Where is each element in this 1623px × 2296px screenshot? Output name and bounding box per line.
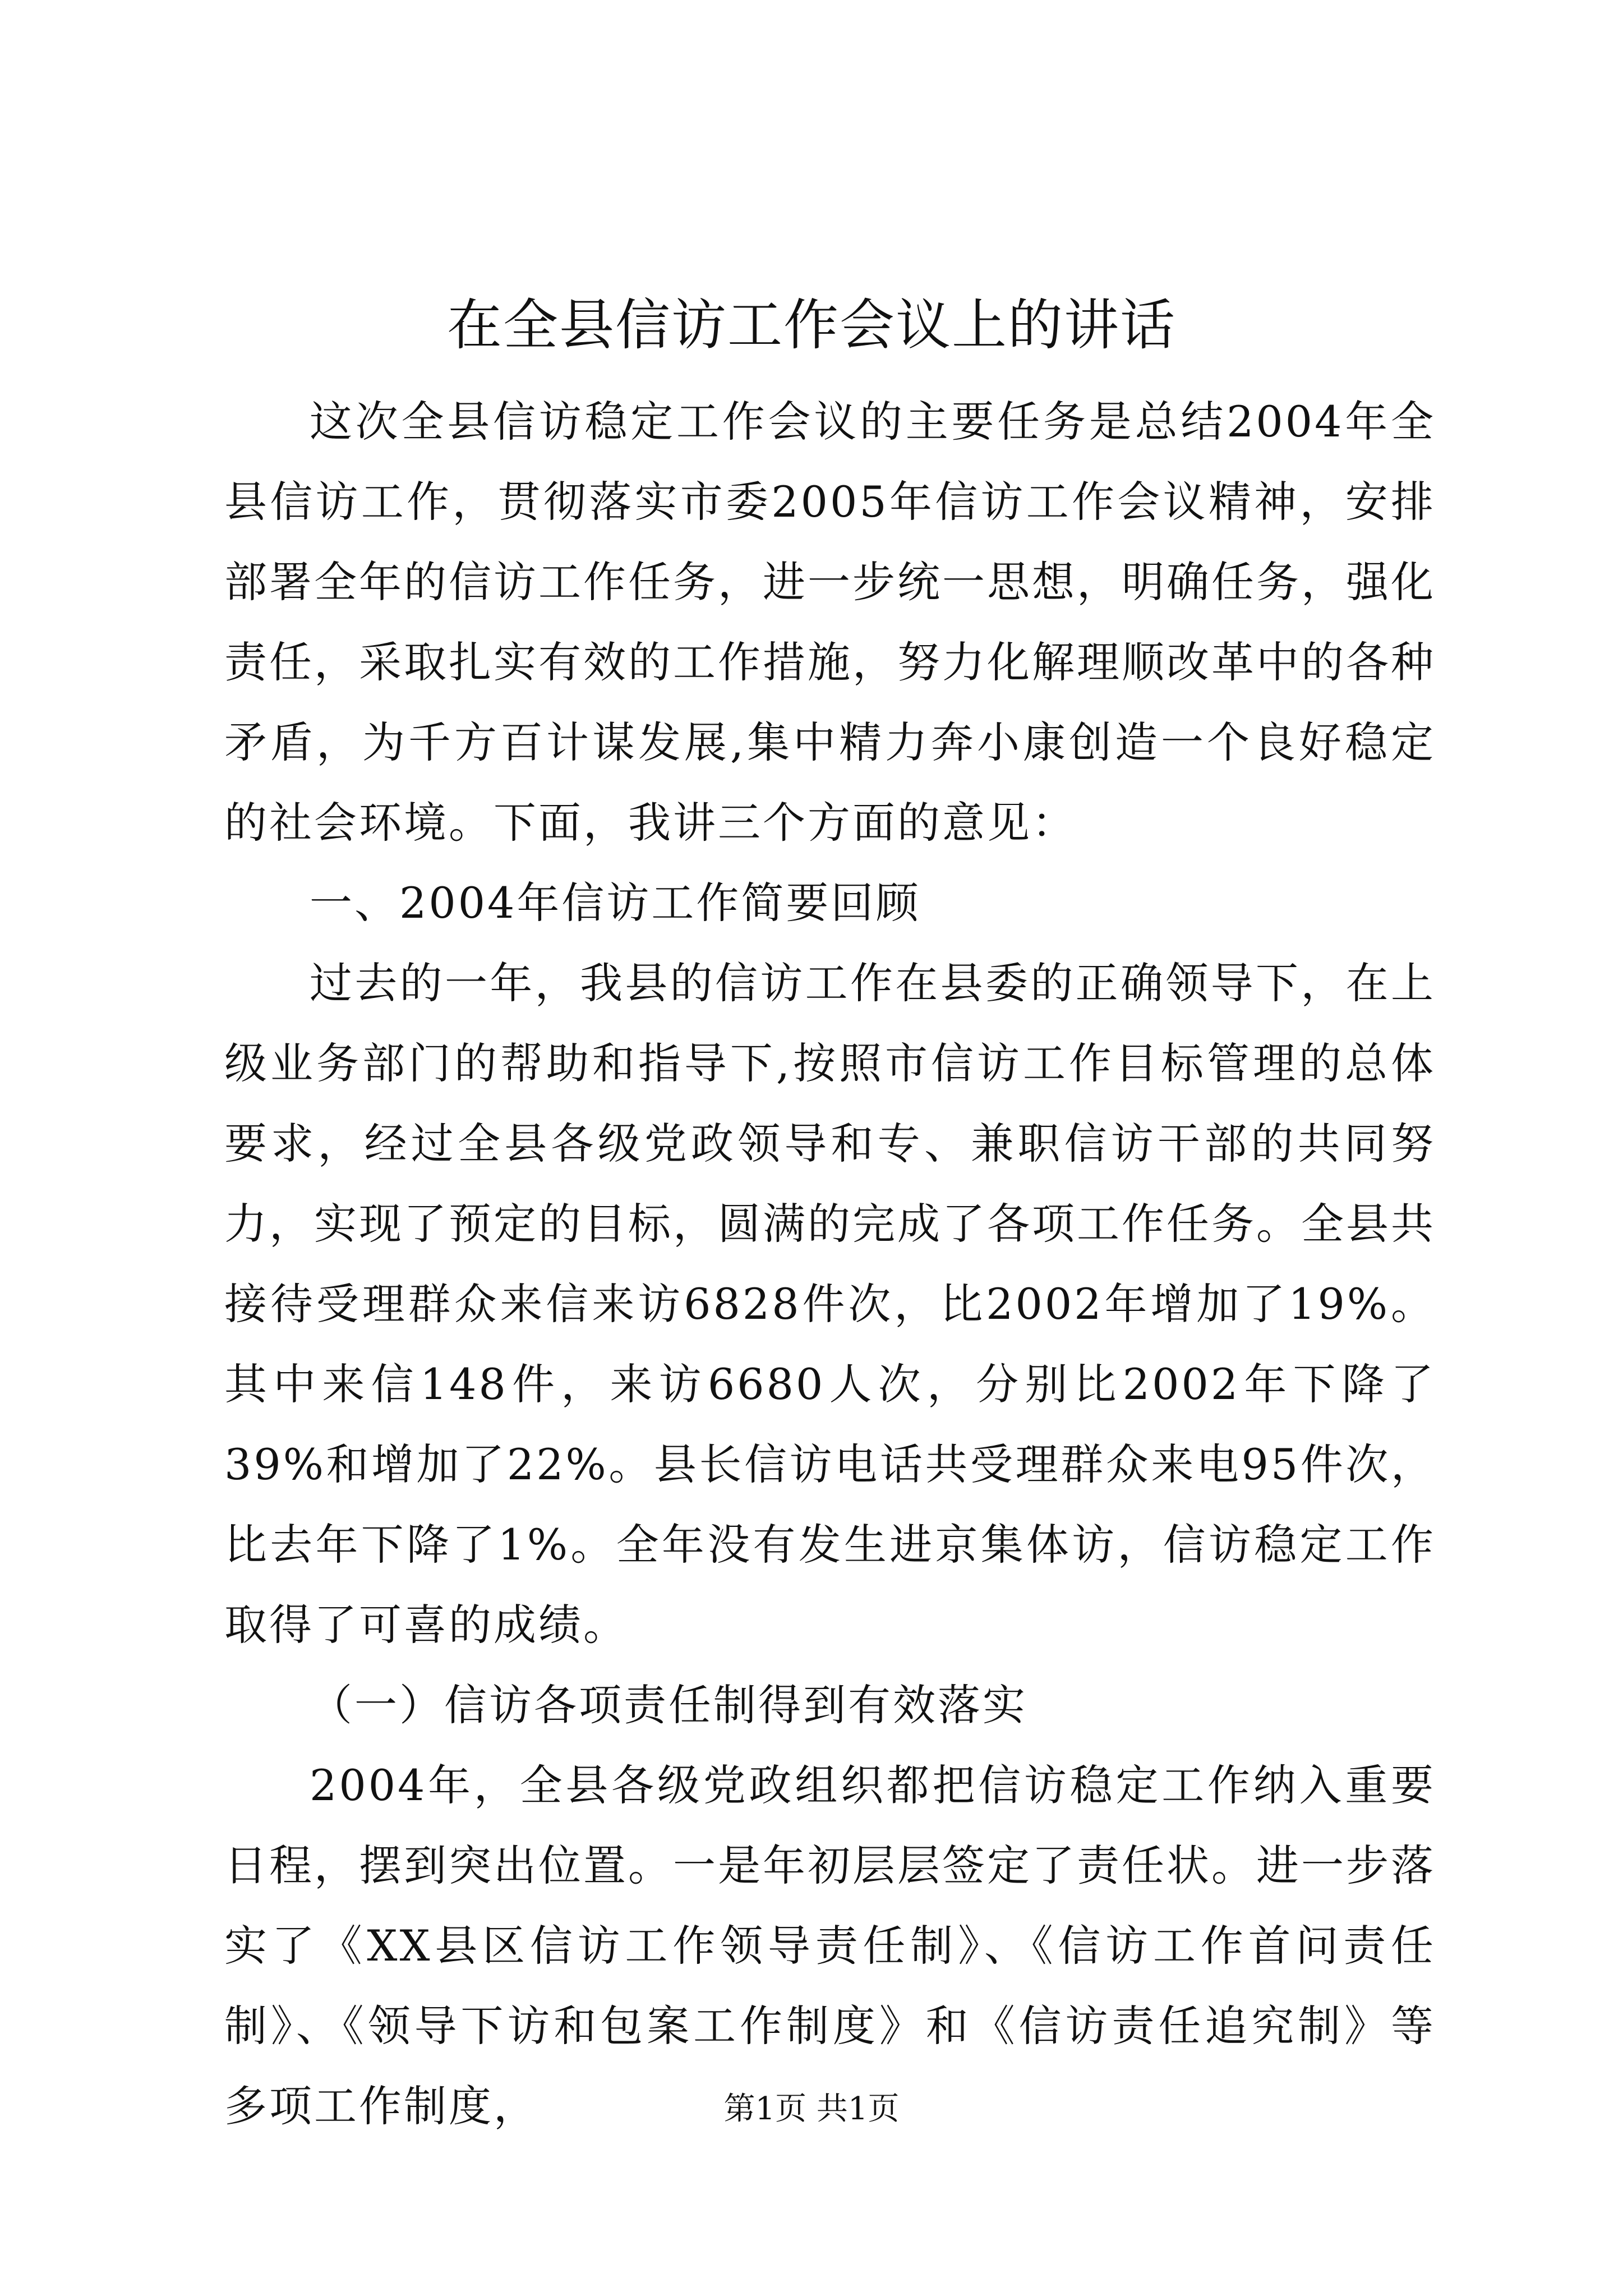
document-title: 在全县信访工作会议上的讲话 [446,293,1176,357]
page-footer: 第1页 共1页 [723,2091,900,2127]
paragraph-review: 过去的一年，我县的信访工作在县委的正确领导下，在上级业务部门的帮助和指导下,按照市信访工作目标管理的总体要求，经过全县各级党政领导和专、兼职信访干部的共同努力，实现了预定的目标，圆满的完成了各项工作任务。全县共接待受理群众来信来访6828件次，比2002年增加了19%。其中来信148件，来访6680人次，分别比2002年下降了39%和增加了22%。县长信访电话共受理群众来电95件次，比去年下降了1%。全年没有发生进京集体访，信访稳定工作取得了可喜的成绩。 [224,958,1436,1650]
document-body [224,381,1436,2146]
paragraph-intro: 这次全县信访稳定工作会议的主要任务是总结2004年全县信访工作，贯彻落实市委2005年信访工作会议精神，安排部署全年的信访工作任务，进一步统一思想，明确任务，强化责任，采取扎实有效的工作措施，努力化解理顺改革中的各种矛盾，为千方百计谋发展,集中精力奔小康创造一个良好稳定的社会环境。下面，我讲三个方面的意见： [224,397,1436,848]
paragraph-responsibility: 2004年，全县各级党政组织都把信访稳定工作纳入重要日程，摆到突出位置。一是年初层层签定了责任状。进一步落实了《XX县区信访工作领导责任制》、《信访工作首问责任制》、《领导下访和包案工作制度》和《信访责任追究制》等多项工作制度， [224,1760,1436,2131]
section-heading-1: 一、2004年信访工作简要回顾 [310,878,921,928]
subsection-heading-1: （一）信访各项责任制得到有效落实 [310,1680,1027,1730]
